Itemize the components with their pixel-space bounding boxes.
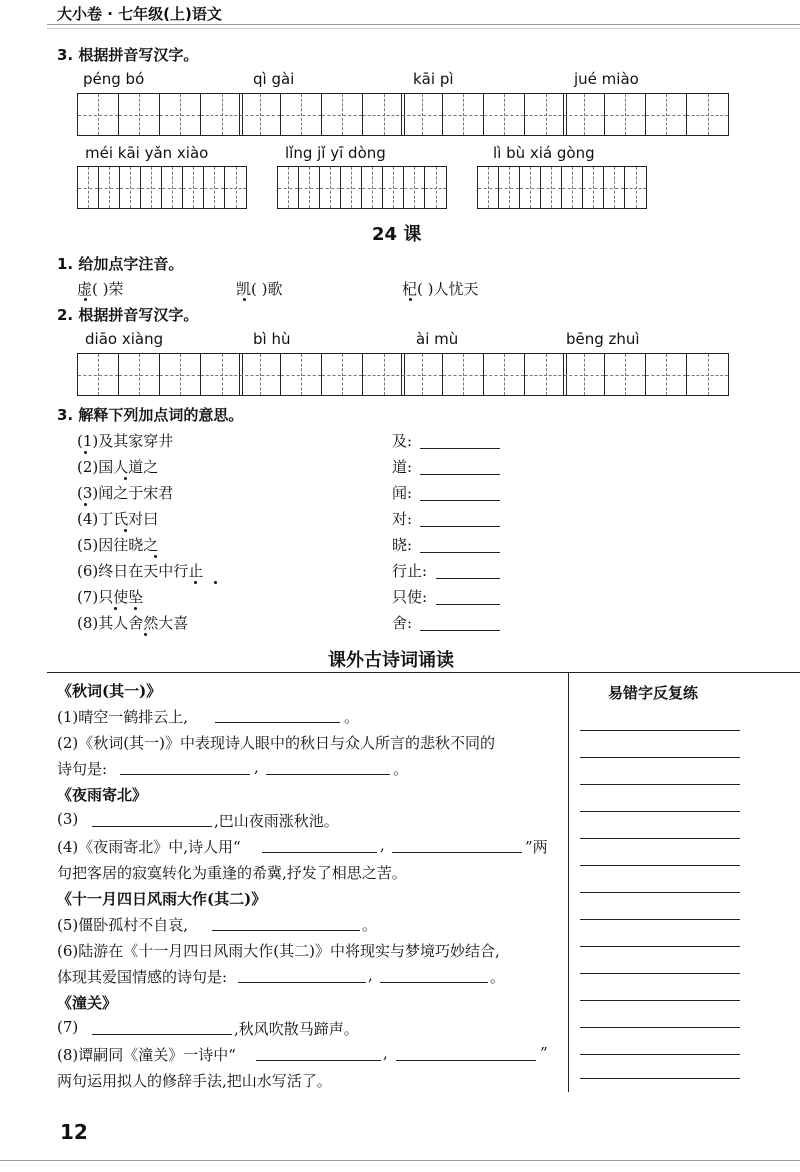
answer-blank[interactable] bbox=[396, 1060, 536, 1061]
explain-label: 对: bbox=[392, 510, 413, 528]
answer-blank[interactable] bbox=[380, 982, 488, 983]
answer-blank[interactable] bbox=[420, 630, 500, 631]
top-rule bbox=[47, 24, 800, 25]
poem-line: (6)陆游在《十一月四日风雨大作(其二)》中将现实与梦境巧妙结合, bbox=[57, 942, 500, 960]
writing-box-group[interactable] bbox=[563, 93, 729, 136]
pinyin-label: bēng zhuì bbox=[566, 330, 640, 348]
answer-blank[interactable] bbox=[392, 852, 522, 853]
practice-line[interactable] bbox=[580, 757, 740, 758]
answer-blank[interactable] bbox=[436, 604, 500, 605]
emphasis-dot bbox=[194, 581, 197, 584]
answer-blank[interactable] bbox=[215, 722, 340, 723]
writing-box-group[interactable] bbox=[477, 166, 647, 209]
explain-sentence: (5)因往晓之 bbox=[77, 536, 159, 554]
explain-sentence: (2)国人道之 bbox=[77, 458, 159, 476]
pinyin-label: diāo xiàng bbox=[85, 330, 164, 348]
writing-box-group[interactable] bbox=[401, 353, 567, 396]
answer-blank[interactable] bbox=[420, 552, 500, 553]
practice-line[interactable] bbox=[580, 946, 740, 947]
emphasis-dot bbox=[124, 477, 127, 480]
answer-blank[interactable] bbox=[92, 826, 212, 827]
section-title: 课外古诗词诵读 bbox=[328, 650, 454, 671]
writing-box-group[interactable] bbox=[563, 353, 729, 396]
punctuation: , bbox=[380, 836, 385, 854]
practice-line[interactable] bbox=[580, 1000, 740, 1001]
explain-sentence: (1)及其家穿井 bbox=[77, 432, 174, 450]
poem-line: ”两 bbox=[525, 838, 548, 856]
explain-label: 只使: bbox=[392, 588, 428, 606]
writing-box-group[interactable] bbox=[239, 93, 405, 136]
column-divider bbox=[568, 672, 569, 1092]
explain-label: 闻: bbox=[392, 484, 413, 502]
poem-line: ,巴山夜雨涨秋池。 bbox=[214, 812, 339, 830]
emphasis-dot bbox=[154, 555, 157, 558]
answer-blank[interactable] bbox=[262, 852, 377, 853]
question-3-title: 3. 解释下列加点词的意思。 bbox=[57, 406, 244, 424]
question-2-title: 2. 根据拼音写汉字。 bbox=[57, 306, 199, 324]
answer-blank[interactable] bbox=[436, 578, 500, 579]
answer-blank[interactable] bbox=[256, 1060, 381, 1061]
punctuation: , bbox=[368, 966, 373, 984]
page-number: 12 bbox=[60, 1120, 88, 1144]
punctuation: 。 bbox=[393, 760, 409, 778]
practice-line[interactable] bbox=[580, 865, 740, 866]
explain-sentence: (7)只使坠 bbox=[77, 588, 144, 606]
pinyin-label: lǐng jǐ yī dòng bbox=[285, 144, 386, 162]
phonetic-item[interactable]: 凯( )歌 bbox=[236, 280, 283, 298]
answer-blank[interactable] bbox=[120, 774, 250, 775]
answer-blank[interactable] bbox=[212, 930, 360, 931]
pinyin-label: ài mù bbox=[416, 330, 459, 348]
poem-line: ,秋风吹散马蹄声。 bbox=[234, 1020, 359, 1038]
answer-blank[interactable] bbox=[420, 526, 500, 527]
practice-line[interactable] bbox=[580, 919, 740, 920]
poem-line: 诗句是: bbox=[57, 760, 108, 778]
pinyin-label: bì hù bbox=[253, 330, 291, 348]
explain-label: 及: bbox=[392, 432, 413, 450]
pinyin-label: lì bù xiá gòng bbox=[493, 144, 595, 162]
poem-line: 两句运用拟人的修辞手法,把山水写活了。 bbox=[57, 1072, 332, 1090]
phonetic-item[interactable]: 虚( )荣 bbox=[77, 280, 124, 298]
explain-label: 晓: bbox=[392, 536, 413, 554]
punctuation: ” bbox=[540, 1044, 548, 1062]
pinyin-label: jué miào bbox=[574, 70, 639, 88]
poem-title: 《秋词(其一)》 bbox=[57, 682, 162, 700]
explain-label: 行止: bbox=[392, 562, 428, 580]
poem-line: (4)《夜雨寄北》中,诗人用“ bbox=[57, 838, 241, 856]
emphasis-dot bbox=[84, 298, 87, 301]
section-divider bbox=[47, 672, 800, 673]
practice-line[interactable] bbox=[580, 892, 740, 893]
poem-line: (5)僵卧孤村不自哀, bbox=[57, 916, 189, 934]
explain-sentence: (3)闻之于宋君 bbox=[77, 484, 174, 502]
explain-sentence: (8)其人舍然大喜 bbox=[77, 614, 189, 632]
pinyin-label: péng bó bbox=[83, 70, 145, 88]
poem-line: (2)《秋词(其一)》中表现诗人眼中的秋日与众人所言的悲秋不同的 bbox=[57, 734, 495, 752]
practice-line[interactable] bbox=[580, 784, 740, 785]
answer-blank[interactable] bbox=[420, 500, 500, 501]
lesson-title: 24 课 bbox=[372, 224, 422, 245]
writing-box-group[interactable] bbox=[277, 166, 447, 209]
writing-box-group[interactable] bbox=[77, 353, 243, 396]
practice-line[interactable] bbox=[580, 811, 740, 812]
pinyin-label: qì gài bbox=[253, 70, 295, 88]
question-3-title: 3. 根据拼音写汉字。 bbox=[57, 46, 199, 64]
page-header: 大小卷 · 七年级(上)语文 bbox=[57, 5, 222, 23]
sidebar-title: 易错字反复练 bbox=[608, 684, 699, 702]
practice-line[interactable] bbox=[580, 730, 740, 731]
poem-line: 体现其爱国情感的诗句是: bbox=[57, 968, 228, 986]
writing-box-group[interactable] bbox=[77, 166, 247, 209]
question-1-title: 1. 给加点字注音。 bbox=[57, 255, 184, 273]
emphasis-dot bbox=[144, 633, 147, 636]
practice-line[interactable] bbox=[580, 973, 740, 974]
poem-line: 句把客居的寂寞转化为重逢的希冀,抒发了相思之苦。 bbox=[57, 864, 407, 882]
emphasis-dot bbox=[243, 298, 246, 301]
poem-title: 《潼关》 bbox=[57, 994, 118, 1012]
poem-line: (7) bbox=[57, 1018, 79, 1036]
emphasis-dot bbox=[84, 451, 87, 454]
practice-line[interactable] bbox=[580, 838, 740, 839]
phonetic-item[interactable]: 杞( )人忧天 bbox=[402, 280, 479, 298]
emphasis-dot bbox=[114, 607, 117, 610]
punctuation: 。 bbox=[362, 916, 378, 934]
answer-blank[interactable] bbox=[420, 474, 500, 475]
answer-blank[interactable] bbox=[238, 982, 366, 983]
punctuation: 。 bbox=[344, 708, 360, 726]
emphasis-dot bbox=[124, 529, 127, 532]
writing-box-group[interactable] bbox=[77, 93, 243, 136]
punctuation: , bbox=[254, 758, 259, 776]
writing-box-group[interactable] bbox=[401, 93, 567, 136]
emphasis-dot bbox=[409, 298, 412, 301]
practice-line[interactable] bbox=[580, 1078, 740, 1079]
pinyin-label: kāi pì bbox=[413, 70, 454, 88]
emphasis-dot bbox=[134, 607, 137, 610]
poem-line: (8)谭嗣同《潼关》一诗中“ bbox=[57, 1046, 236, 1064]
poem-title: 《夜雨寄北》 bbox=[57, 786, 148, 804]
explain-sentence: (6)终日在天中行止 bbox=[77, 562, 204, 580]
bottom-rule bbox=[0, 1160, 800, 1161]
answer-blank[interactable] bbox=[92, 1034, 232, 1035]
answer-blank[interactable] bbox=[420, 448, 500, 449]
explain-label: 舍: bbox=[392, 614, 413, 632]
answer-blank[interactable] bbox=[266, 774, 390, 775]
poem-line: (1)晴空一鹤排云上, bbox=[57, 708, 189, 726]
top-rule-inner bbox=[47, 28, 800, 29]
writing-box-group[interactable] bbox=[239, 353, 405, 396]
explain-label: 道: bbox=[392, 458, 413, 476]
pinyin-label: méi kāi yǎn xiào bbox=[85, 144, 209, 162]
punctuation: , bbox=[383, 1044, 388, 1062]
poem-title: 《十一月四日风雨大作(其二)》 bbox=[57, 890, 267, 908]
poem-line: (3) bbox=[57, 810, 79, 828]
practice-line[interactable] bbox=[580, 1027, 740, 1028]
explain-sentence: (4)丁氏对曰 bbox=[77, 510, 159, 528]
practice-line[interactable] bbox=[580, 1054, 740, 1055]
emphasis-dot bbox=[214, 581, 217, 584]
emphasis-dot bbox=[84, 503, 87, 506]
punctuation: 。 bbox=[490, 968, 506, 986]
